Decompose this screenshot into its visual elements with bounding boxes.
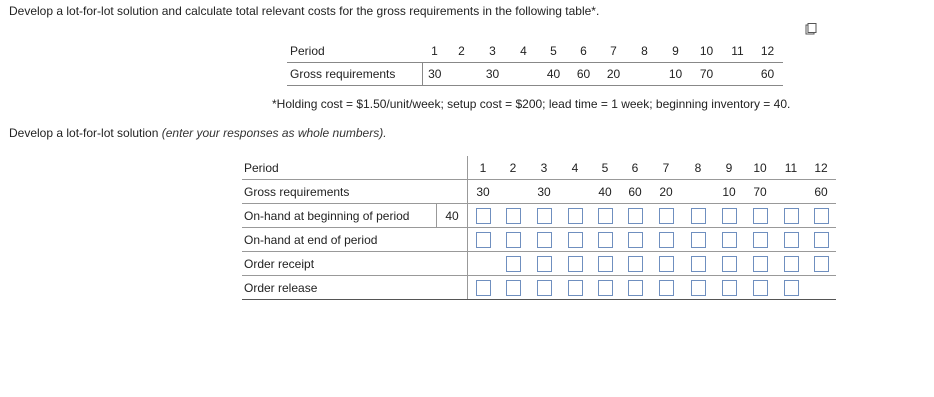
period-cell: 9 (661, 40, 691, 63)
onhand-begin-input[interactable] (784, 208, 799, 224)
subprompt-main: Develop a lot-for-lot solution (9, 126, 159, 140)
onhand-end-input[interactable] (753, 232, 768, 248)
onhand-begin-input[interactable] (814, 208, 829, 224)
period-cell: 10 (691, 40, 723, 63)
period-cell: 5 (590, 156, 620, 180)
onhand-begin-input[interactable] (628, 208, 643, 224)
onhand-begin-input[interactable] (753, 208, 768, 224)
gross-cell: 30 (423, 63, 447, 86)
onhand-end-input[interactable] (814, 232, 829, 248)
onhand-end-input[interactable] (784, 232, 799, 248)
gross-cell (723, 63, 753, 86)
cost-note: *Holding cost = $1.50/unit/week; setup cost = $200; lead time = 1 week; beginning inventory = 40. (272, 97, 791, 111)
gross-cell (560, 180, 590, 204)
period-cell: 3 (528, 156, 560, 180)
gross-cell: 60 (806, 180, 836, 204)
onhand-end-input[interactable] (722, 232, 737, 248)
order-release-input[interactable] (722, 280, 737, 296)
order-release-input[interactable] (476, 280, 491, 296)
onhand-end-input[interactable] (598, 232, 613, 248)
period-cell: 4 (560, 156, 590, 180)
order-release-input[interactable] (628, 280, 643, 296)
onhand-begin-label: On-hand at beginning of period (242, 204, 437, 228)
gross-cell: 10 (714, 180, 744, 204)
order-receipt-input[interactable] (691, 256, 706, 272)
period-label: Period (242, 156, 437, 180)
subprompt-hint: (enter your responses as whole numbers). (161, 126, 387, 140)
order-release-input[interactable] (659, 280, 674, 296)
order-receipt-input[interactable] (568, 256, 583, 272)
gross-requirements-label: Gross requirements (242, 180, 437, 204)
onhand-end-input[interactable] (537, 232, 552, 248)
order-receipt-label: Order receipt (242, 252, 437, 276)
onhand-begin-input[interactable] (722, 208, 737, 224)
order-release-input[interactable] (506, 280, 521, 296)
onhand-begin-input[interactable] (659, 208, 674, 224)
order-receipt-input[interactable] (814, 256, 829, 272)
order-receipt-input[interactable] (506, 256, 521, 272)
reference-table (287, 40, 783, 86)
onhand-begin-input[interactable] (506, 208, 521, 224)
order-receipt-input[interactable] (628, 256, 643, 272)
onhand-end-input[interactable] (568, 232, 583, 248)
onhand-end-label: On-hand at end of period (242, 228, 437, 252)
period-label: Period (287, 40, 423, 63)
period-cell: 7 (599, 40, 629, 63)
gross-cell (447, 63, 477, 86)
onhand-end-input[interactable] (659, 232, 674, 248)
gross-cell (776, 180, 806, 204)
onhand-begin-input[interactable] (476, 208, 491, 224)
order-release-input[interactable] (753, 280, 768, 296)
period-cell: 1 (423, 40, 447, 63)
order-receipt-input[interactable] (598, 256, 613, 272)
period-cell: 8 (682, 156, 714, 180)
period-cell: 2 (498, 156, 528, 180)
order-release-input[interactable] (537, 280, 552, 296)
period-cell: 12 (753, 40, 783, 63)
question-prompt: Develop a lot-for-lot solution and calculate total relevant costs for the gross requirements in the following table*. (9, 4, 600, 18)
period-cell: 12 (806, 156, 836, 180)
order-release-input[interactable] (691, 280, 706, 296)
order-receipt-input[interactable] (722, 256, 737, 272)
gross-cell: 20 (599, 63, 629, 86)
order-release-input[interactable] (784, 280, 799, 296)
gross-requirements-label: Gross requirements (287, 63, 423, 86)
gross-cell: 30 (528, 180, 560, 204)
entry-table (242, 156, 836, 300)
order-release-input[interactable] (568, 280, 583, 296)
onhand-begin-input[interactable] (598, 208, 613, 224)
gross-cell: 40 (539, 63, 569, 86)
order-release-input[interactable] (598, 280, 613, 296)
onhand-end-input[interactable] (506, 232, 521, 248)
onhand-begin-input[interactable] (691, 208, 706, 224)
gross-cell: 70 (744, 180, 776, 204)
order-receipt-input[interactable] (537, 256, 552, 272)
onhand-begin-input[interactable] (537, 208, 552, 224)
gross-cell (509, 63, 539, 86)
gross-cell (498, 180, 528, 204)
gross-cell: 20 (650, 180, 682, 204)
gross-cell: 10 (661, 63, 691, 86)
period-cell: 3 (477, 40, 509, 63)
gross-cell (629, 63, 661, 86)
order-receipt-input[interactable] (659, 256, 674, 272)
onhand-end-input[interactable] (691, 232, 706, 248)
period-cell: 11 (776, 156, 806, 180)
period-cell: 7 (650, 156, 682, 180)
onhand-end-input[interactable] (628, 232, 643, 248)
gross-cell: 60 (569, 63, 599, 86)
period-cell: 2 (447, 40, 477, 63)
copy-icon[interactable] (805, 23, 817, 35)
period-cell: 6 (569, 40, 599, 63)
period-cell: 1 (468, 156, 499, 180)
gross-cell: 30 (468, 180, 499, 204)
onhand-begin-value: 40 (437, 204, 468, 228)
order-receipt-input[interactable] (753, 256, 768, 272)
period-cell: 8 (629, 40, 661, 63)
gross-cell: 60 (620, 180, 650, 204)
period-cell: 4 (509, 40, 539, 63)
onhand-begin-input[interactable] (568, 208, 583, 224)
period-cell: 6 (620, 156, 650, 180)
gross-cell: 70 (691, 63, 723, 86)
period-cell: 11 (723, 40, 753, 63)
gross-cell: 60 (753, 63, 783, 86)
order-receipt-input[interactable] (784, 256, 799, 272)
subprompt (9, 126, 387, 140)
onhand-end-input[interactable] (476, 232, 491, 248)
gross-cell: 40 (590, 180, 620, 204)
period-cell: 5 (539, 40, 569, 63)
gross-cell (682, 180, 714, 204)
order-release-label: Order release (242, 276, 437, 300)
period-cell: 10 (744, 156, 776, 180)
period-cell: 9 (714, 156, 744, 180)
gross-cell: 30 (477, 63, 509, 86)
